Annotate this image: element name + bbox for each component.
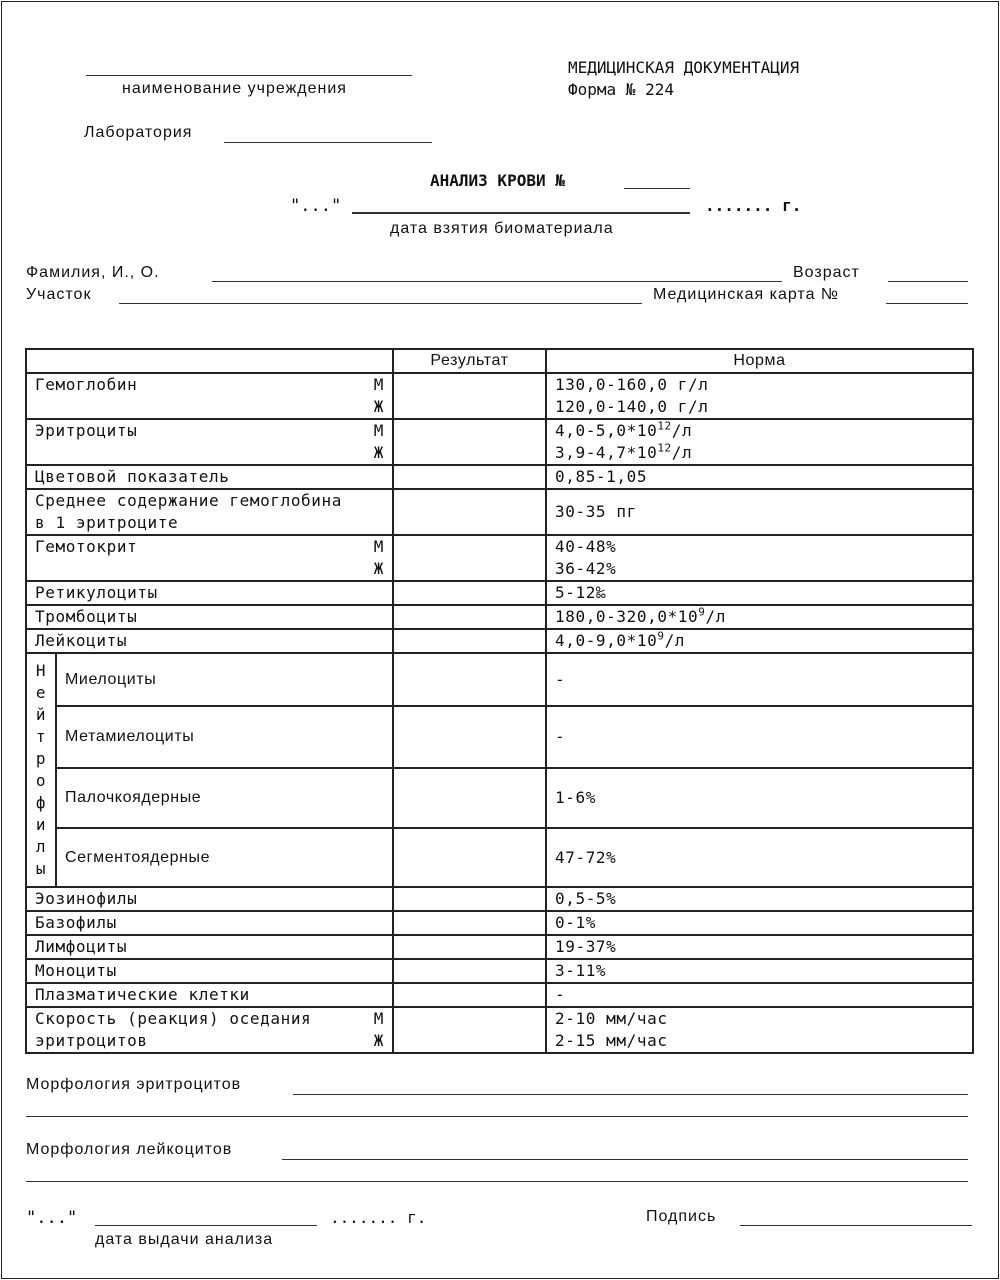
sex-female-label: Ж: [373, 559, 384, 578]
norm-exponent: 12: [657, 419, 672, 433]
reticulocytes-result-cell[interactable]: [393, 581, 546, 605]
norm-male: 2-10 мм/час: [555, 1009, 668, 1028]
hemoglobin-result-cell[interactable]: [393, 373, 546, 419]
collection-date-year: ....... г.: [705, 196, 802, 215]
table-row: [26, 983, 973, 1007]
eosinophils-result-cell[interactable]: [393, 887, 546, 911]
table-row: [26, 653, 973, 706]
norm-unit: /л: [671, 421, 693, 440]
erythrocytes-label: Эритроциты: [35, 421, 138, 440]
norm-male: 130,0-160,0 г/л: [555, 375, 709, 394]
reticulocytes-label: Ретикулоциты: [26, 581, 393, 605]
wbc-morphology-field[interactable]: [282, 1159, 968, 1160]
group-letter: т: [35, 727, 47, 746]
erythrocytes-result-cell[interactable]: [393, 419, 546, 465]
plasma-cells-label: Плазматические клетки: [26, 983, 393, 1007]
wbc-morphology-field-2[interactable]: [26, 1181, 968, 1182]
group-letter: л: [35, 837, 47, 856]
myelocytes-result-cell[interactable]: [393, 653, 546, 706]
basophils-result-cell[interactable]: [393, 911, 546, 935]
norm-base: 180,0-320,0*10: [555, 607, 699, 626]
sex-male-label: М: [373, 537, 384, 556]
plasma-cells-result-cell[interactable]: [393, 983, 546, 1007]
plasma-cells-norm: -: [546, 983, 973, 1007]
hematocrit-label: Гемотокрит: [35, 537, 138, 556]
table-row: [26, 959, 973, 983]
group-letter: и: [35, 815, 47, 834]
group-letter: е: [35, 683, 47, 702]
norm-base: 3,9-4,7*10: [555, 443, 658, 462]
mch-label-line1: Среднее содержание гемоглобина: [35, 491, 342, 510]
leukocytes-norm: [546, 629, 973, 653]
table-row: [26, 465, 973, 489]
norm-exponent: 9: [657, 629, 665, 643]
color-index-norm: 0,85-1,05: [546, 465, 973, 489]
group-letter: ы: [35, 859, 47, 878]
hematocrit-result-cell[interactable]: [393, 535, 546, 581]
esr-result-cell[interactable]: [393, 1007, 546, 1053]
leukocytes-label: Лейкоциты: [26, 629, 393, 653]
table-row: [26, 911, 973, 935]
erythrocytes-norm-cell: [546, 419, 973, 465]
metamyelocytes-label: Метамиелоциты: [56, 706, 393, 768]
myelocytes-label: Миелоциты: [56, 653, 393, 706]
wbc-morphology-label: Морфология лейкоцитов: [26, 1141, 233, 1158]
sex-male-label: М: [373, 1009, 384, 1028]
signature-label: Подпись: [646, 1208, 717, 1225]
rbc-morphology-field-2[interactable]: [26, 1116, 968, 1117]
norm-exponent: 9: [698, 605, 706, 619]
neutrophils-group-label: [26, 653, 56, 887]
eosinophils-norm: 0,5-5%: [546, 887, 973, 911]
monocytes-label: Моноциты: [26, 959, 393, 983]
table-row: [26, 629, 973, 653]
table-row: [26, 419, 973, 465]
norm-base: 4,0-5,0*10: [555, 421, 658, 440]
hematocrit-norm-cell: [546, 535, 973, 581]
col-result-header: Результат: [393, 349, 546, 373]
mch-label-line2: в 1 эритроците: [35, 513, 179, 532]
reticulocytes-norm: 5-12‰: [546, 581, 973, 605]
myelocytes-norm: -: [546, 653, 973, 706]
form-number: Форма № 224: [568, 80, 674, 99]
esr-label-line2: эритроцитов: [35, 1031, 148, 1050]
color-index-label: Цветовой показатель: [26, 465, 393, 489]
band-result-cell[interactable]: [393, 768, 546, 828]
header-name-cell: [26, 349, 393, 373]
collection-date-caption: дата взятия биоматериала: [390, 220, 614, 237]
age-label: Возраст: [793, 264, 860, 281]
district-label: Участок: [26, 286, 92, 303]
table-row: [26, 935, 973, 959]
page-title: АНАЛИЗ КРОВИ №: [430, 171, 565, 190]
analysis-number-field[interactable]: [624, 188, 690, 189]
segmented-label: Сегментоядерные: [56, 828, 393, 887]
eosinophils-label: Эозинофилы: [26, 887, 393, 911]
norm-base: 4,0-9,0*10: [555, 631, 658, 650]
collection-date-field[interactable]: [352, 212, 690, 214]
table-row: [26, 581, 973, 605]
sex-female-label: Ж: [373, 443, 384, 462]
group-letter: о: [35, 771, 47, 790]
mch-name-cell: [26, 489, 393, 535]
issue-date-field[interactable]: [95, 1225, 317, 1226]
basophils-norm: 0-1%: [546, 911, 973, 935]
table-row: [26, 706, 973, 768]
basophils-label: Базофилы: [26, 911, 393, 935]
table-row: [26, 828, 973, 887]
group-letter: й: [35, 705, 47, 724]
table-header-row: [26, 349, 973, 373]
norm-unit: /л: [664, 631, 686, 650]
leukocytes-result-cell[interactable]: [393, 629, 546, 653]
patient-name-label: Фамилия, И., О.: [26, 264, 160, 281]
issue-date-year: ....... г.: [330, 1208, 427, 1227]
district-field[interactable]: [119, 303, 642, 304]
esr-name-cell: [26, 1007, 393, 1053]
table-row: [26, 605, 973, 629]
issue-date-quote: "...": [26, 1208, 78, 1228]
norm-exponent: 12: [657, 441, 672, 455]
table-row: [26, 887, 973, 911]
medical-card-label: Медицинская карта №: [653, 286, 840, 303]
norm-female: 120,0-140,0 г/л: [555, 397, 709, 416]
norm-male: [555, 420, 964, 442]
esr-norm-cell: [546, 1007, 973, 1053]
segmented-norm: 47-72%: [546, 828, 973, 887]
group-letter: Н: [35, 661, 47, 680]
blood-analysis-table: [25, 348, 974, 1054]
lymphocytes-result-cell[interactable]: [393, 935, 546, 959]
norm-female: [555, 442, 964, 464]
rbc-morphology-label: Морфология эритроцитов: [26, 1076, 242, 1093]
sex-male-label: М: [373, 375, 384, 394]
platelets-norm: [546, 605, 973, 629]
age-field[interactable]: [888, 281, 968, 282]
hemoglobin-norm-cell: [546, 373, 973, 419]
esr-label-line1: Скорость (реакция) оседания: [35, 1009, 312, 1028]
institution-caption: наименование учреждения: [122, 80, 347, 97]
monocytes-norm: 3-11%: [546, 959, 973, 983]
collection-date-quote: "...": [290, 196, 342, 216]
hemoglobin-label: Гемоглобин: [35, 375, 138, 394]
patient-name-field[interactable]: [212, 281, 782, 282]
table-row: [26, 373, 973, 419]
norm-male: 40-48%: [555, 537, 617, 556]
table-row: [26, 535, 973, 581]
medical-card-field[interactable]: [886, 303, 968, 304]
mch-result-cell[interactable]: [393, 489, 546, 535]
norm-unit: /л: [705, 607, 726, 626]
platelets-result-cell[interactable]: [393, 605, 546, 629]
col-norm-header: Норма: [546, 349, 973, 373]
group-letter: ф: [35, 793, 47, 812]
segmented-result-cell[interactable]: [393, 828, 546, 887]
band-norm: 1-6%: [546, 768, 973, 828]
table-row: [26, 1007, 973, 1053]
rbc-morphology-field[interactable]: [293, 1094, 968, 1095]
signature-field[interactable]: [740, 1225, 972, 1226]
hemoglobin-name-cell: [26, 373, 393, 419]
norm-female: 2-15 мм/час: [555, 1031, 668, 1050]
metamyelocytes-result-cell[interactable]: [393, 706, 546, 768]
table-row: [26, 489, 973, 535]
sex-female-label: Ж: [373, 397, 384, 416]
norm-unit: /л: [671, 443, 693, 462]
doc-type: МЕДИЦИНСКАЯ ДОКУМЕНТАЦИЯ: [568, 58, 800, 77]
lab-field[interactable]: [224, 142, 432, 143]
table-row: [26, 768, 973, 828]
band-label: Палочкоядерные: [56, 768, 393, 828]
issue-date-caption: дата выдачи анализа: [95, 1231, 274, 1248]
erythrocytes-name-cell: [26, 419, 393, 465]
sex-male-label: М: [373, 421, 384, 440]
lab-label: Лаборатория: [84, 124, 193, 141]
institution-line[interactable]: [86, 75, 412, 76]
group-letter: р: [35, 749, 47, 768]
mch-norm: 30-35 пг: [546, 489, 973, 535]
metamyelocytes-norm: -: [546, 706, 973, 768]
hematocrit-name-cell: [26, 535, 393, 581]
lymphocytes-norm: 19-37%: [546, 935, 973, 959]
color-index-result-cell[interactable]: [393, 465, 546, 489]
platelets-label: Тромбоциты: [26, 605, 393, 629]
lymphocytes-label: Лимфоциты: [26, 935, 393, 959]
monocytes-result-cell[interactable]: [393, 959, 546, 983]
sex-female-label: Ж: [373, 1031, 384, 1050]
norm-female: 36-42%: [555, 559, 617, 578]
